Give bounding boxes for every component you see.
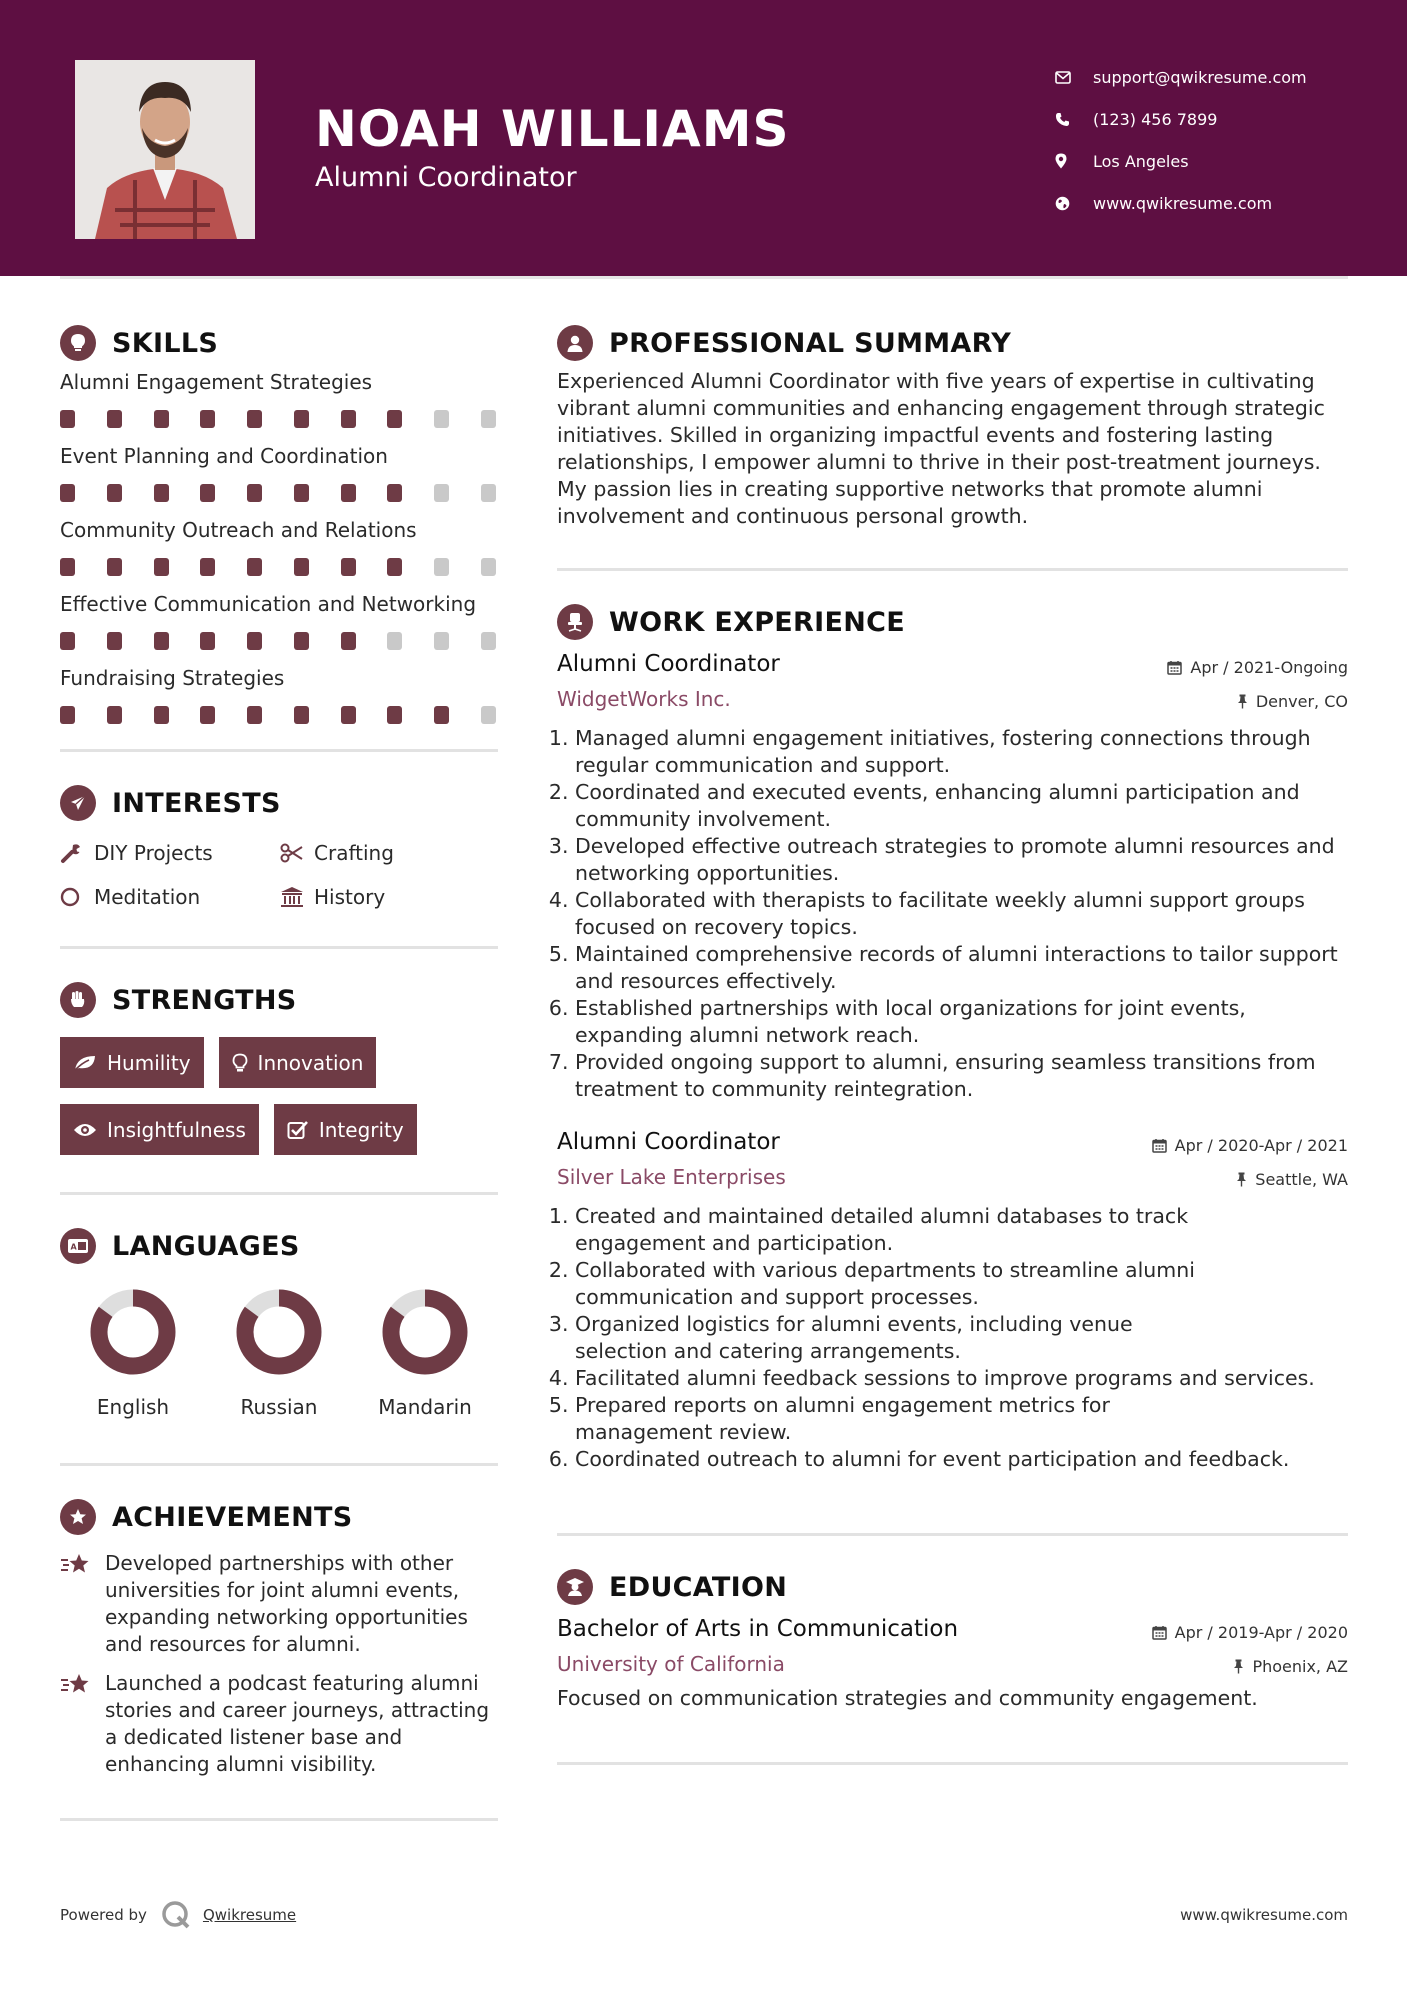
skill-name: Community Outreach and Relations [60, 518, 417, 542]
rating-dot-filled [387, 558, 402, 576]
candidate-name: NOAH WILLIAMS [315, 100, 790, 158]
strength-tag [60, 1037, 204, 1088]
job-dates-text: Apr / 2020-Apr / 2021 [1174, 1136, 1348, 1155]
education-dates [1152, 1623, 1348, 1642]
education-dates-text: Apr / 2019-Apr / 2020 [1174, 1623, 1348, 1642]
job-dates [1152, 1136, 1348, 1155]
rating-dot-filled [341, 706, 356, 724]
job-bullet: 1. Managed alumni engagement initiatives, fostering connections through regular communication and support. [575, 725, 1348, 779]
education-location-text: Phoenix, AZ [1252, 1657, 1348, 1676]
skill-rating [60, 484, 498, 502]
right-column [557, 320, 1348, 1765]
rating-dot-filled [200, 484, 215, 502]
header-divider [60, 276, 1348, 279]
language-label: English [96, 1395, 170, 1419]
footer-url[interactable]: www.qwikresume.com [1180, 1906, 1348, 1924]
lightbulb-icon [232, 1053, 248, 1073]
contact-list [1055, 56, 1385, 224]
job-title: Alumni Coordinator [557, 1129, 780, 1155]
rating-dot-filled [60, 410, 75, 428]
rating-dot-filled [341, 632, 356, 650]
rating-dot-filled [154, 558, 169, 576]
rating-dot-filled [200, 410, 215, 428]
skill-rating [60, 632, 498, 650]
strength-tag [274, 1104, 417, 1155]
contact-phone[interactable] [1055, 98, 1385, 140]
strengths-heading [60, 977, 498, 1023]
calendar-icon [1152, 1138, 1167, 1153]
contact-location-text: Los Angeles [1093, 151, 1189, 171]
strength-label: Innovation [257, 1050, 364, 1075]
rating-dot-empty [481, 558, 496, 576]
rating-dot-filled [294, 484, 309, 502]
rating-dot-filled [107, 410, 122, 428]
job-bullet: 2. Collaborated with various departments to streamline alumni communication and support processes. [575, 1257, 1218, 1311]
rating-dot-filled [341, 410, 356, 428]
lightbulb-icon [60, 325, 96, 361]
paper-plane-icon [60, 785, 96, 821]
education-location [1233, 1657, 1348, 1676]
section-divider [557, 1762, 1348, 1765]
achievements-heading [60, 1494, 498, 1540]
rating-dot-filled [341, 484, 356, 502]
job-location-text: Seattle, WA [1255, 1170, 1348, 1189]
left-column [60, 320, 498, 1821]
user-icon [557, 325, 593, 361]
rating-dot-filled [200, 706, 215, 724]
language-item [352, 1287, 498, 1419]
achievements-title: ACHIEVEMENTS [112, 1501, 353, 1533]
language-level-ring [380, 1287, 470, 1377]
education-heading [557, 1564, 1348, 1610]
strength-label: Insightfulness [107, 1117, 246, 1142]
job-bullet: 4. Facilitated alumni feedback sessions to improve programs and services. [575, 1365, 1348, 1392]
summary-text: Experienced Alumni Coordinator with five years of expertise in cultivating vibrant alumni communities and enhancing engagement through strategic initiatives. Skilled in organizing impactful events and fostering lasting relationships, I empower alumni to thrive in their post-treatment journeys. My passion lies in creating supportive networks that promote alumni involvement and continuous personal growth. [557, 369, 1325, 528]
contact-location [1055, 140, 1385, 182]
job-bullet: 6. Established partnerships with local organizations for joint events, expanding alumni network reach. [575, 995, 1348, 1049]
pushpin-icon [1233, 1659, 1244, 1674]
rating-dot-empty [434, 484, 449, 502]
mail-icon [1055, 71, 1093, 84]
skill-item [60, 518, 498, 576]
section-divider [60, 749, 498, 752]
skill-name: Fundraising Strategies [60, 666, 285, 690]
interest-item [60, 882, 280, 912]
job-header [557, 1129, 1348, 1155]
footer-branding [60, 1900, 296, 1930]
rating-dot-empty [434, 558, 449, 576]
jobs-list [557, 651, 1348, 1473]
wrench-icon [60, 842, 94, 864]
section-divider [60, 946, 498, 949]
location-icon [1055, 153, 1093, 169]
brand-link[interactable]: Qwikresume [202, 1906, 297, 1924]
rating-dot-filled [107, 558, 122, 576]
rating-dot-filled [247, 632, 262, 650]
skills-list [60, 370, 498, 724]
rating-dot-filled [294, 706, 309, 724]
strength-tag [60, 1104, 259, 1155]
interest-item [60, 838, 280, 868]
language-label: Mandarin [378, 1395, 472, 1419]
job-bullet: 6. Coordinated outreach to alumni for event participation and feedback. [575, 1446, 1348, 1473]
rating-dot-empty [434, 632, 449, 650]
rating-dot-filled [247, 484, 262, 502]
job-dates [1167, 658, 1348, 677]
interests-title: INTERESTS [112, 787, 281, 819]
job-location [1237, 692, 1348, 711]
job-bullet: 4. Collaborated with therapists to facilitate weekly alumni support groups focused on recovery topics. [575, 887, 1348, 941]
circle-icon [60, 887, 94, 907]
rating-dot-empty [481, 410, 496, 428]
experience-heading [557, 599, 1348, 645]
job-bullets [557, 725, 1348, 1103]
strengths-list [60, 1037, 498, 1155]
star-badge-icon [60, 1499, 96, 1535]
section-divider [60, 1818, 498, 1821]
rating-dot-filled [60, 706, 75, 724]
star-icon [60, 1670, 105, 1778]
job-entry [557, 1129, 1348, 1473]
skill-rating [60, 410, 498, 428]
skill-item [60, 370, 498, 428]
achievements-list [60, 1550, 498, 1778]
skill-name: Effective Communication and Networking [60, 592, 477, 616]
leaf-icon [73, 1054, 97, 1072]
rating-dot-filled [387, 706, 402, 724]
section-divider [557, 568, 1348, 571]
scissors-icon [280, 843, 314, 863]
interests-list [60, 838, 498, 912]
degree-name: Bachelor of Arts in Communication [557, 1616, 959, 1642]
skill-rating [60, 706, 498, 724]
rating-dot-filled [107, 484, 122, 502]
strength-label: Integrity [318, 1117, 404, 1142]
strength-tag [219, 1037, 377, 1088]
rating-dot-filled [247, 410, 262, 428]
job-header [557, 651, 1348, 677]
contact-phone-text: (123) 456 7899 [1093, 109, 1218, 129]
star-icon [60, 1550, 105, 1658]
interest-label: Meditation [94, 885, 201, 909]
contact-email-text: support@qwikresume.com [1093, 67, 1307, 87]
language-item [60, 1287, 206, 1419]
rating-dot-filled [154, 410, 169, 428]
skills-title: SKILLS [112, 327, 219, 359]
skill-item [60, 444, 498, 502]
section-divider [60, 1192, 498, 1195]
school-name: University of California [557, 1652, 785, 1676]
rating-dot-empty [481, 706, 496, 724]
profile-photo [75, 60, 255, 239]
skills-heading [60, 320, 498, 366]
interest-label: Crafting [314, 841, 394, 865]
rating-dot-filled [107, 706, 122, 724]
pushpin-icon [1236, 1172, 1247, 1187]
candidate-title: Alumni Coordinator [315, 162, 577, 193]
skill-item [60, 666, 498, 724]
rating-dot-filled [154, 484, 169, 502]
interests-heading [60, 780, 498, 826]
rating-dot-empty [481, 484, 496, 502]
job-bullet: 1. Created and maintained detailed alumni databases to track engagement and participation. [575, 1203, 1218, 1257]
job-bullet: 7. Provided ongoing support to alumni, ensuring seamless transitions from treatment to community reintegration. [575, 1049, 1348, 1103]
office-chair-icon [557, 604, 593, 640]
phone-icon [1055, 112, 1093, 127]
rating-dot-filled [154, 632, 169, 650]
rating-dot-empty [434, 410, 449, 428]
svg-text:A: A [70, 1242, 77, 1252]
job-bullets [557, 1203, 1348, 1473]
rating-dot-filled [294, 410, 309, 428]
fist-icon [60, 982, 96, 1018]
summary-heading [557, 320, 1348, 366]
job-bullet: 5. Maintained comprehensive records of alumni interactions to tailor support and resources effectively. [575, 941, 1348, 995]
job-bullet: 5. Prepared reports on alumni engagement metrics for management review. [575, 1392, 1218, 1446]
achievement-item [60, 1670, 498, 1778]
strengths-title: STRENGTHS [112, 984, 297, 1016]
rating-dot-filled [60, 484, 75, 502]
rating-dot-empty [481, 632, 496, 650]
languages-title: LANGUAGES [112, 1230, 300, 1262]
globe-icon [1055, 196, 1093, 211]
job-subheader [557, 687, 1348, 711]
rating-dot-filled [154, 706, 169, 724]
qwikresume-logo-icon [161, 1900, 191, 1930]
interest-item [280, 882, 498, 912]
interest-item [280, 838, 498, 868]
skill-item [60, 592, 498, 650]
job-location-text: Denver, CO [1255, 692, 1348, 711]
company-name: WidgetWorks Inc. [557, 687, 731, 711]
language-icon [60, 1228, 96, 1264]
job-location [1236, 1170, 1348, 1189]
rating-dot-filled [60, 558, 75, 576]
languages-heading [60, 1223, 498, 1269]
rating-dot-filled [387, 484, 402, 502]
achievement-item [60, 1550, 498, 1658]
rating-dot-filled [294, 632, 309, 650]
interest-label: DIY Projects [94, 841, 213, 865]
skill-name: Event Planning and Coordination [60, 444, 388, 468]
language-label: Russian [240, 1395, 318, 1419]
rating-dot-filled [247, 706, 262, 724]
check-square-icon [287, 1120, 309, 1140]
education-subheader [557, 1652, 1348, 1676]
education-header [557, 1616, 1348, 1642]
job-entry [557, 651, 1348, 1103]
calendar-icon [1167, 660, 1182, 675]
education-title: EDUCATION [609, 1571, 788, 1603]
education-entry [557, 1616, 1348, 1710]
rating-dot-filled [60, 632, 75, 650]
contact-website[interactable] [1055, 182, 1385, 224]
rating-dot-filled [247, 558, 262, 576]
graduate-icon [557, 1569, 593, 1605]
rating-dot-filled [200, 632, 215, 650]
job-bullet: 3. Developed effective outreach strategies to promote alumni resources and networking opportunities. [575, 833, 1348, 887]
language-item [206, 1287, 352, 1419]
language-level-ring [234, 1287, 324, 1377]
experience-title: WORK EXPERIENCE [609, 606, 905, 638]
rating-dot-filled [107, 632, 122, 650]
achievement-text: Launched a podcast featuring alumni stories and career journeys, attracting a dedicated listener base and enhancing alumni visibility. [105, 1671, 490, 1776]
rating-dot-filled [341, 558, 356, 576]
rating-dot-filled [200, 558, 215, 576]
skill-name: Alumni Engagement Strategies [60, 370, 373, 394]
summary-title: PROFESSIONAL SUMMARY [609, 327, 1012, 359]
resume-header [0, 0, 1407, 276]
job-bullet: 2. Coordinated and executed events, enhancing alumni participation and community involvement. [575, 779, 1348, 833]
job-dates-text: Apr / 2021-Ongoing [1190, 658, 1348, 677]
powered-by-text: Powered by [60, 1906, 147, 1924]
interest-label: History [314, 885, 386, 909]
calendar-icon [1152, 1625, 1167, 1640]
job-bullet: 3. Organized logistics for alumni events, including venue selection and catering arrangements. [575, 1311, 1218, 1365]
section-divider [60, 1463, 498, 1466]
achievement-text: Developed partnerships with other universities for joint alumni events, expanding networking opportunities and resources for alumni. [105, 1551, 468, 1656]
languages-list [60, 1287, 498, 1419]
company-name: Silver Lake Enterprises [557, 1165, 786, 1189]
job-subheader [557, 1165, 1348, 1189]
job-title: Alumni Coordinator [557, 651, 780, 677]
rating-dot-filled [294, 558, 309, 576]
language-level-ring [88, 1287, 178, 1377]
strength-label: Humility [107, 1050, 191, 1075]
contact-email[interactable] [1055, 56, 1385, 98]
eye-icon [73, 1122, 97, 1138]
skill-rating [60, 558, 498, 576]
section-divider [557, 1533, 1348, 1536]
contact-website-text: www.qwikresume.com [1093, 193, 1273, 213]
rating-dot-filled [387, 410, 402, 428]
museum-icon [280, 886, 314, 908]
rating-dot-filled [434, 706, 449, 724]
rating-dot-empty [387, 632, 402, 650]
education-description: Focused on communication strategies and community engagement. [557, 1686, 1258, 1710]
pushpin-icon [1237, 694, 1248, 709]
